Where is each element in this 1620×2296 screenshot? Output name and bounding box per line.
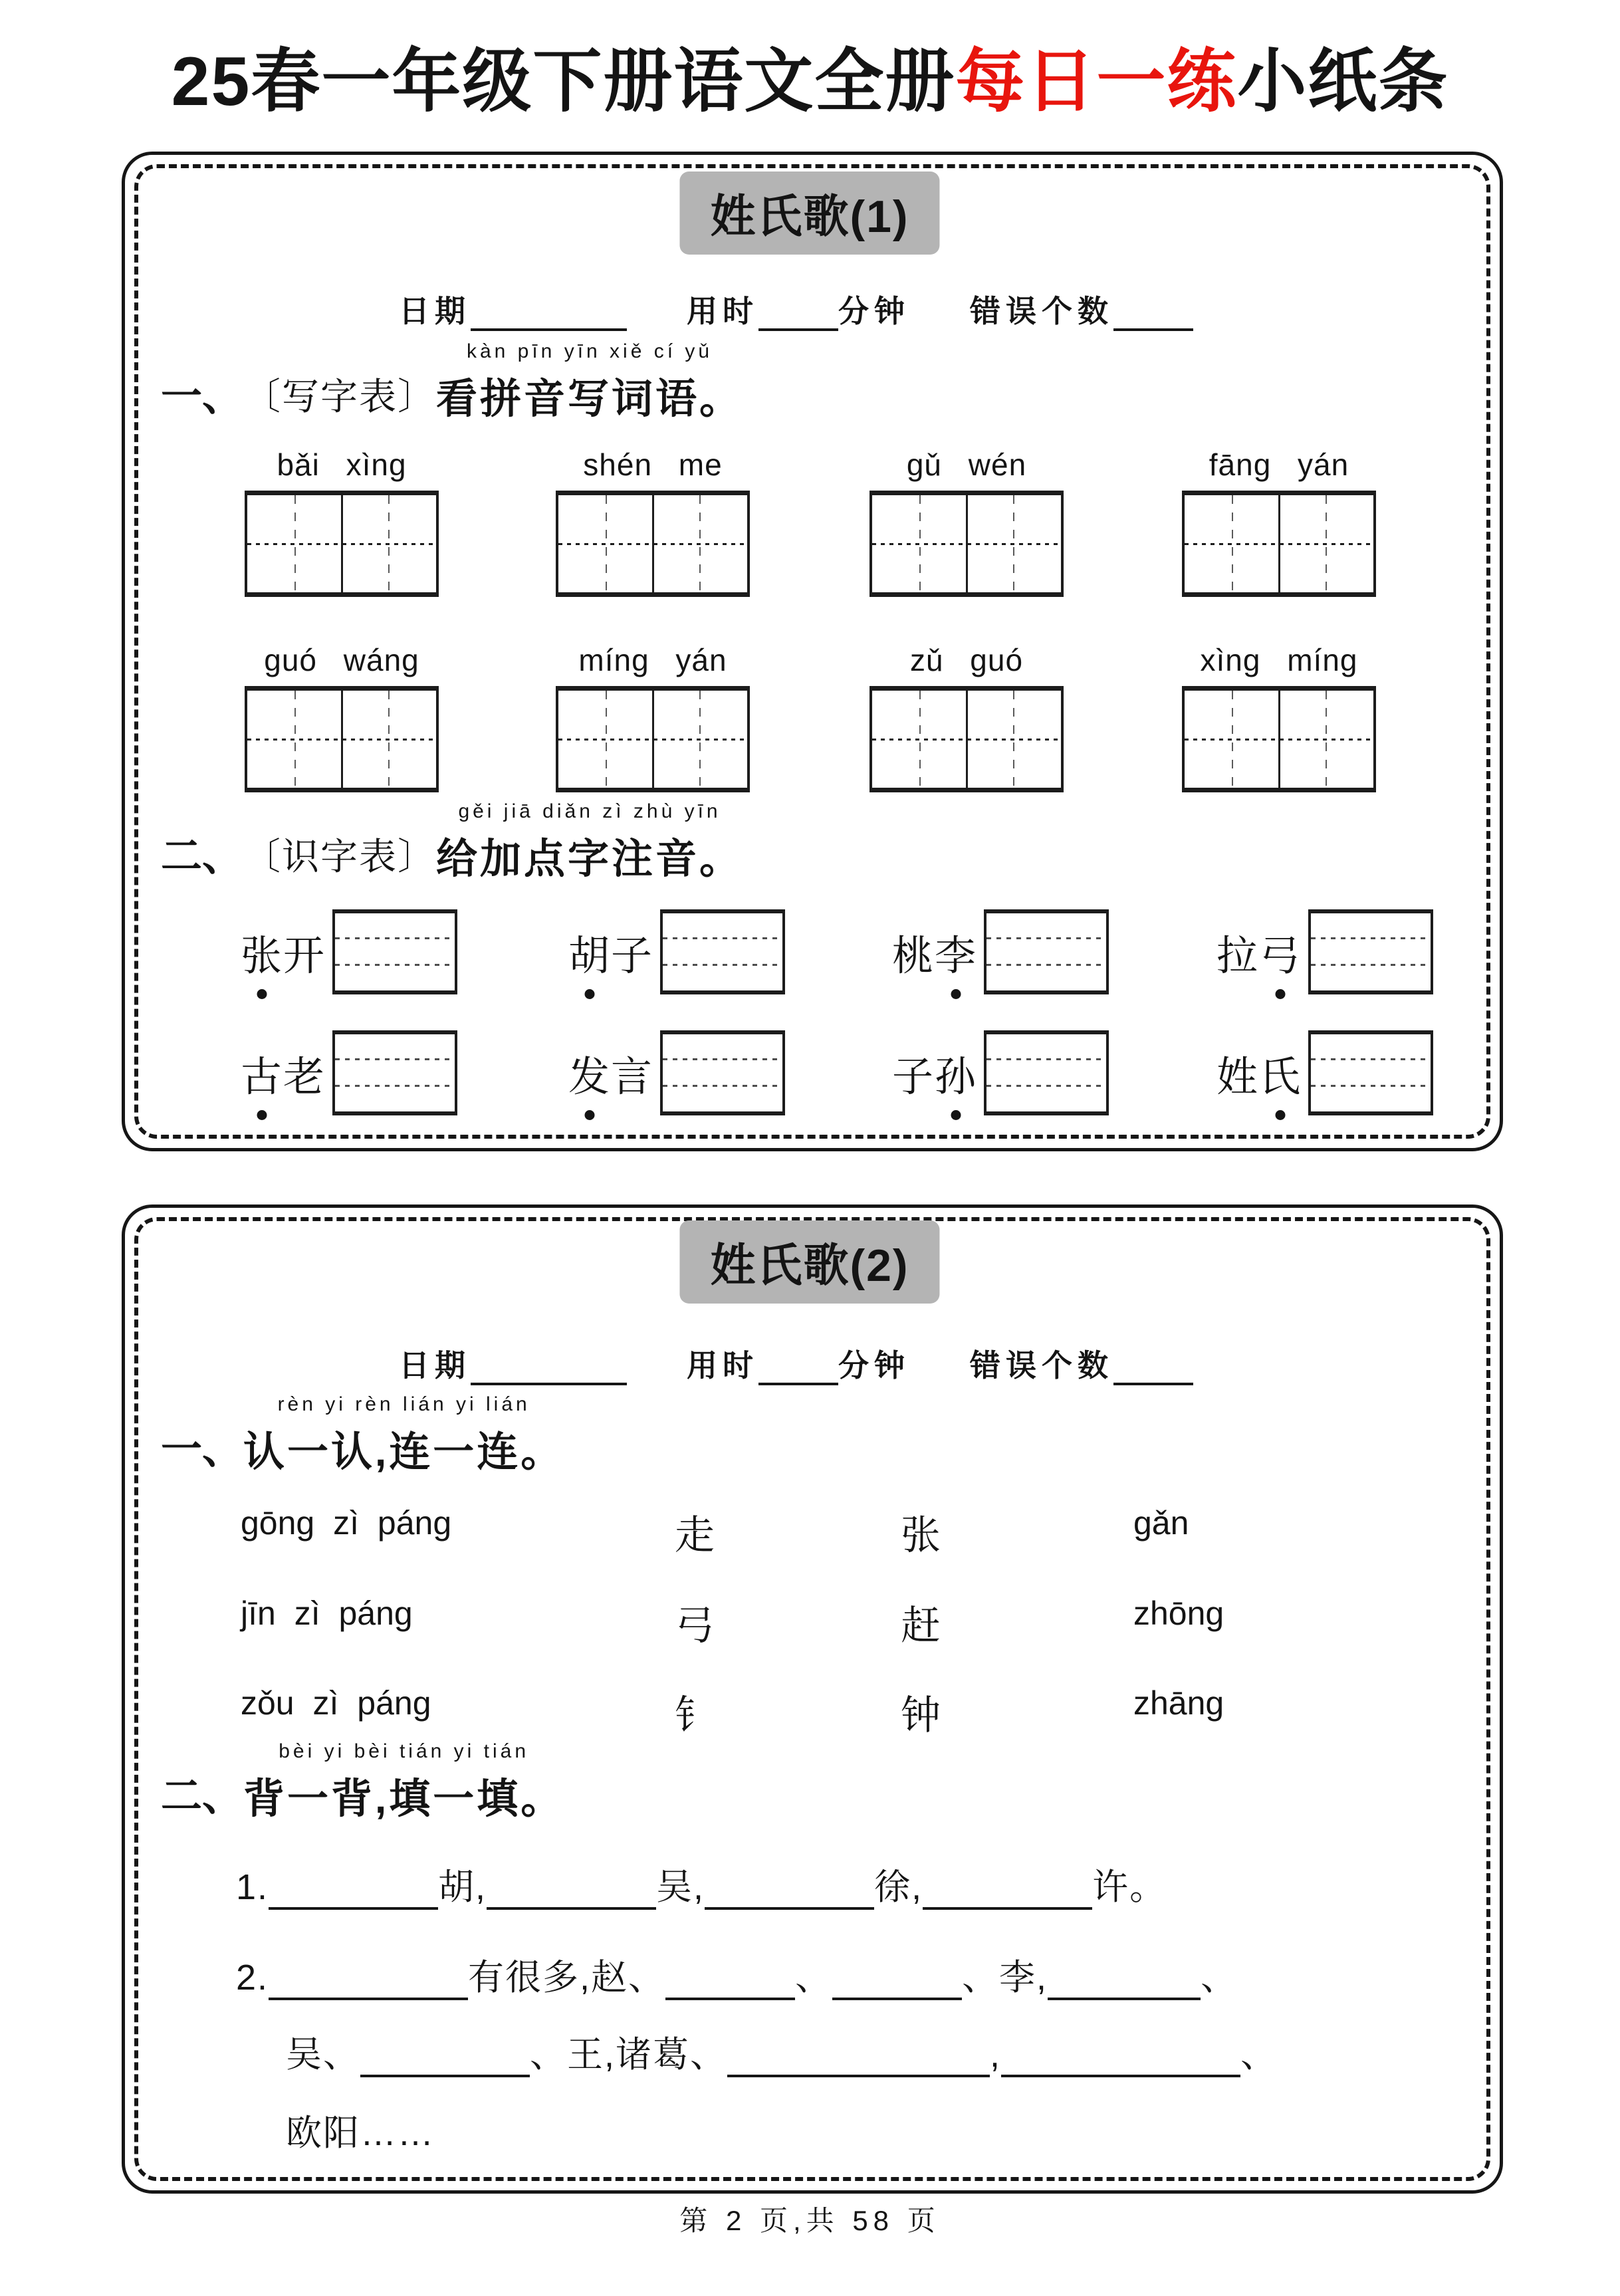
fill-text: 徐,	[874, 1867, 923, 1907]
s1-q1-title-stack	[436, 340, 743, 425]
fill-text: 欧阳……	[286, 2113, 435, 2153]
time-blank	[758, 295, 838, 331]
plain-char: 桃	[892, 933, 935, 979]
writing-grid	[245, 686, 439, 792]
word-grid-item	[869, 642, 1064, 792]
match-label: jīn zì páng	[241, 1595, 413, 1632]
annotation-item	[1216, 909, 1433, 994]
section2-badge: 姓氏歌(2)	[679, 1220, 939, 1304]
fill-text: 、王,诸葛、	[530, 2035, 728, 2075]
plain-char: 开	[283, 933, 326, 979]
fill-line	[236, 1859, 1167, 1910]
pinyin-answer-box	[660, 909, 785, 994]
s1-q2-source-tag: 〔识字表〕	[243, 836, 437, 877]
s2-q2-title: 背一背,填一填。	[243, 1776, 565, 1822]
fill-text: 、	[1240, 2035, 1278, 2075]
s2-q1-number: 一、	[161, 1427, 244, 1472]
s2-q1-heading	[161, 1393, 564, 1478]
date-blank	[471, 295, 627, 331]
page-title	[0, 25, 1620, 125]
minutes-label: 分钟	[838, 294, 910, 328]
fill-text: 胡,	[438, 1867, 487, 1907]
page-title-suffix: 小纸条	[1237, 43, 1449, 120]
s1-q1-heading	[161, 340, 743, 425]
annotated-word	[1216, 923, 1302, 982]
match-label: gōng zì páng	[241, 1504, 452, 1542]
word-pinyin: xìng míng	[1200, 643, 1358, 677]
s1-q1-pinyin: kàn pīn yīn xiě cí yǔ	[466, 340, 713, 362]
match-label: zǒu zì páng	[241, 1684, 431, 1722]
dotted-char: 古	[241, 1044, 283, 1103]
fill-text: 1.	[236, 1867, 269, 1907]
writing-grid	[245, 491, 439, 597]
fill-text: 2.	[236, 1958, 269, 1998]
errors-blank	[1113, 295, 1193, 331]
word-grid-item	[245, 447, 439, 597]
page-title-highlight: 每日一练	[955, 43, 1238, 120]
fill-blank	[269, 1869, 438, 1910]
pinyin-answer-box	[984, 909, 1109, 994]
s2-q1-pinyin: rèn yi rèn lián yi lián	[277, 1393, 530, 1415]
date-label: 日期	[399, 1348, 471, 1383]
s2-q2-number: 二、	[161, 1774, 244, 1819]
s1-q2-pinyin: gěi jiā diǎn zì zhù yīn	[458, 800, 721, 822]
match-radical: 弓	[675, 1603, 715, 1648]
annotated-word	[241, 923, 326, 982]
dotted-char: 李	[935, 923, 977, 982]
time-label: 用时	[687, 294, 758, 328]
date-label: 日期	[399, 294, 471, 328]
fill-line	[286, 2026, 1278, 2077]
pinyin-answer-box	[984, 1030, 1109, 1115]
fill-text: 吴,	[656, 1867, 705, 1907]
writing-grid	[869, 491, 1064, 597]
fill-blank	[269, 1959, 468, 2000]
dotted-char: 弓	[1259, 923, 1302, 982]
fill-blank	[727, 2036, 990, 2077]
match-character: 赶	[901, 1603, 941, 1648]
match-pinyin: gǎn	[1133, 1504, 1189, 1542]
annotation-item	[568, 1030, 785, 1115]
s1-q1-number: 一、	[161, 374, 244, 419]
word-pinyin: fāng yán	[1209, 447, 1349, 482]
match-character: 张	[901, 1513, 941, 1557]
word-pinyin: guó wáng	[264, 643, 419, 677]
match-radical: 钅	[675, 1693, 715, 1738]
writing-grid	[869, 686, 1064, 792]
pinyin-answer-box	[332, 909, 457, 994]
fill-text: 有很多,赵、	[468, 1958, 666, 1998]
s2-q2-pinyin: bèi yi bèi tián yi tián	[279, 1740, 530, 1762]
word-grid-item	[556, 447, 750, 597]
annotation-item	[892, 909, 1109, 994]
s1-q2-title: 给加点字注音。	[436, 836, 744, 882]
word-pinyin: zǔ guó	[909, 643, 1024, 677]
fill-text: 许。	[1092, 1867, 1167, 1907]
pinyin-answer-box	[1308, 1030, 1433, 1115]
annotation-item	[1216, 1030, 1433, 1115]
word-pinyin: gǔ wén	[906, 447, 1027, 482]
writing-grid	[1182, 686, 1376, 792]
fill-text: 、	[1201, 1958, 1238, 1998]
pinyin-answer-box	[660, 1030, 785, 1115]
pinyin-answer-box	[1308, 909, 1433, 994]
annotation-item	[241, 1030, 457, 1115]
fill-line	[236, 1949, 1238, 2000]
annotated-word	[1216, 1044, 1302, 1103]
pinyin-answer-box	[332, 1030, 457, 1115]
s1-q2-number: 二、	[161, 834, 244, 879]
plain-char: 老	[283, 1054, 326, 1100]
match-pinyin: zhāng	[1133, 1684, 1224, 1722]
word-grid-item	[1182, 642, 1376, 792]
fill-text: 、	[795, 1958, 833, 1998]
s1-q1-title: 看拼音写词语。	[436, 376, 744, 422]
writing-grid	[556, 491, 750, 597]
dotted-char: 张	[241, 923, 283, 982]
word-grid-item	[245, 642, 439, 792]
dotted-char: 胡	[568, 923, 611, 982]
word-pinyin: bǎi xìng	[277, 447, 407, 482]
word-pinyin: míng yán	[578, 643, 727, 677]
section1-badge: 姓氏歌(1)	[679, 172, 939, 255]
s2-q1-title: 认一认,连一连。	[243, 1429, 565, 1475]
plain-char: 子	[892, 1054, 935, 1100]
page-title-prefix: 25春一年级下册语文全册	[171, 43, 956, 120]
word-grid-item	[1182, 447, 1376, 597]
match-character: 钟	[901, 1693, 941, 1738]
time-label: 用时	[687, 1348, 758, 1383]
minutes-label: 分钟	[838, 1348, 910, 1383]
word-grid-item	[556, 642, 750, 792]
s2-q2-title-stack	[243, 1740, 564, 1825]
match-pinyin: zhōng	[1133, 1595, 1224, 1632]
plain-char: 言	[611, 1054, 654, 1100]
fill-blank	[487, 1869, 656, 1910]
fill-blank	[832, 1959, 962, 2000]
annotated-word	[241, 1044, 326, 1103]
errors-blank	[1113, 1349, 1193, 1385]
dotted-char: 孙	[935, 1044, 977, 1103]
fill-blank	[360, 2036, 530, 2077]
fill-blank	[705, 1869, 874, 1910]
writing-grid	[556, 686, 750, 792]
writing-grid	[1182, 491, 1376, 597]
annotated-word	[892, 923, 977, 982]
section1-meta-line	[399, 287, 1193, 331]
errors-label: 错误个数	[970, 1348, 1113, 1383]
errors-label: 错误个数	[970, 294, 1113, 328]
s2-q1-title-stack	[243, 1393, 564, 1478]
fill-text: 、李,	[962, 1958, 1048, 1998]
fill-text: ,	[990, 2035, 1002, 2075]
date-blank	[471, 1349, 627, 1385]
fill-blank	[665, 1959, 795, 2000]
plain-char: 姓	[1216, 1054, 1260, 1100]
word-grid-item	[869, 447, 1064, 597]
dotted-char: 氏	[1259, 1044, 1302, 1103]
dotted-char: 发	[568, 1044, 611, 1103]
annotated-word	[892, 1044, 977, 1103]
annotation-item	[892, 1030, 1109, 1115]
annotated-word	[568, 923, 653, 982]
word-pinyin: shén me	[583, 447, 723, 482]
page-footer: 第 2 页,共 58 页	[679, 2205, 941, 2236]
annotation-item	[568, 909, 785, 994]
section2-meta-line	[399, 1341, 1193, 1385]
fill-blank	[1001, 2036, 1240, 2077]
time-blank	[758, 1349, 838, 1385]
plain-char: 子	[611, 933, 654, 979]
fill-blank	[923, 1869, 1092, 1910]
s1-q2-heading	[161, 800, 743, 885]
plain-char: 拉	[1216, 933, 1260, 979]
s1-q1-source-tag: 〔写字表〕	[243, 376, 437, 417]
s1-q2-title-stack	[436, 800, 743, 885]
fill-blank	[1048, 1959, 1201, 2000]
s2-q2-heading	[161, 1740, 564, 1825]
annotation-item	[241, 909, 457, 994]
fill-text: 吴、	[286, 2035, 360, 2075]
match-radical: 走	[675, 1513, 715, 1557]
annotated-word	[568, 1044, 653, 1103]
fill-line	[286, 2105, 435, 2156]
